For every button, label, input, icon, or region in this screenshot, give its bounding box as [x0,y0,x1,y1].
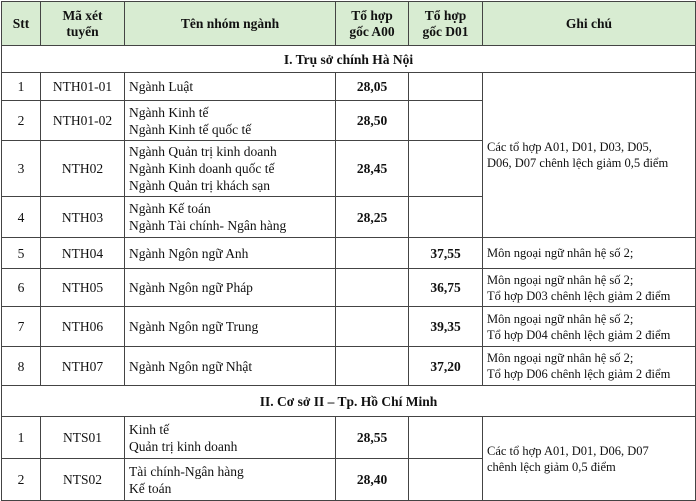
cell-d01 [409,417,483,459]
cell-a00 [336,347,409,386]
cell-note: Môn ngoại ngữ nhân hệ số 2; Tổ hợp D03 chênh lệch giảm 2 điểm [483,269,696,307]
cell-a00 [336,269,409,307]
cell-majors: Ngành Ngôn ngữ Pháp [125,269,336,307]
cell-majors: Ngành Kinh tế Ngành Kinh tế quốc tế [125,101,336,141]
cell-majors: Ngành Ngôn ngữ Nhật [125,347,336,386]
cell-stt: 2 [2,101,41,141]
section-row-hanoi [2,46,696,73]
header-ghi-chu: Ghi chú [483,2,696,46]
header-ma-xet-tuyen: Mã xét tuyển [41,2,125,46]
cell-code: NTH04 [41,238,125,269]
cell-code: NTS01 [41,417,125,459]
cell-a00: 28,40 [336,459,409,501]
table-row [2,73,696,101]
cell-a00: 28,50 [336,101,409,141]
header-to-hop-a00: Tổ hợp gốc A00 [336,2,409,46]
cell-d01: 39,35 [409,307,483,347]
cell-d01: 36,75 [409,269,483,307]
cell-code: NTH01-02 [41,101,125,141]
cell-note: Môn ngoại ngữ nhân hệ số 2; Tổ hợp D06 chênh lệch giảm 2 điểm [483,347,696,386]
cell-a00: 28,45 [336,141,409,197]
header-row [2,2,696,46]
section-row-hcm [2,386,696,417]
cell-stt: 7 [2,307,41,347]
cell-majors: Tài chính-Ngân hàng Kế toán [125,459,336,501]
cell-a00 [336,238,409,269]
cell-d01: 37,55 [409,238,483,269]
cell-majors: Ngành Luật [125,73,336,101]
cell-majors: Ngành Ngôn ngữ Trung [125,307,336,347]
cell-stt: 8 [2,347,41,386]
cell-d01 [409,197,483,238]
table-row [2,347,696,386]
cell-shared-note: Các tổ hợp A01, D01, D06, D07 chênh lệch giảm 0,5 điểm [483,417,696,501]
cell-d01 [409,141,483,197]
cell-code: NTH07 [41,347,125,386]
cell-stt: 4 [2,197,41,238]
cell-a00: 28,05 [336,73,409,101]
cell-majors: Ngành Quản trị kinh doanh Ngành Kinh doanh quốc tế Ngành Quản trị khách sạn [125,141,336,197]
cell-stt: 2 [2,459,41,501]
cell-code: NTH06 [41,307,125,347]
cell-code: NTH01-01 [41,73,125,101]
cell-code: NTH03 [41,197,125,238]
cell-a00 [336,307,409,347]
cell-stt: 6 [2,269,41,307]
cell-code: NTS02 [41,459,125,501]
cell-d01 [409,73,483,101]
section-title: II. Cơ sở II – Tp. Hồ Chí Minh [2,386,696,417]
cell-note: Môn ngoại ngữ nhân hệ số 2; Tổ hợp D04 chênh lệch giảm 2 điểm [483,307,696,347]
header-stt: Stt [2,2,41,46]
cell-majors: Ngành Kế toán Ngành Tài chính- Ngân hàng [125,197,336,238]
cell-stt: 1 [2,417,41,459]
cell-d01 [409,459,483,501]
cell-majors: Kinh tế Quản trị kinh doanh [125,417,336,459]
table-row [2,269,696,307]
cell-majors: Ngành Ngôn ngữ Anh [125,238,336,269]
cell-code: NTH05 [41,269,125,307]
cell-stt: 5 [2,238,41,269]
section-title: I. Trụ sở chính Hà Nội [2,46,696,73]
cell-d01 [409,101,483,141]
cell-code: NTH02 [41,141,125,197]
cell-note: Môn ngoại ngữ nhân hệ số 2; [483,238,696,269]
cell-shared-note: Các tổ hợp A01, D01, D03, D05, D06, D07 chênh lệch giảm 0,5 điểm [483,73,696,238]
table-row [2,417,696,459]
cell-stt: 1 [2,73,41,101]
admission-score-table [1,1,696,501]
header-to-hop-d01: Tổ hợp gốc D01 [409,2,483,46]
cell-a00: 28,25 [336,197,409,238]
header-ten-nhom-nganh: Tên nhóm ngành [125,2,336,46]
cell-a00: 28,55 [336,417,409,459]
table-row [2,307,696,347]
cell-stt: 3 [2,141,41,197]
table-row [2,238,696,269]
cell-d01: 37,20 [409,347,483,386]
